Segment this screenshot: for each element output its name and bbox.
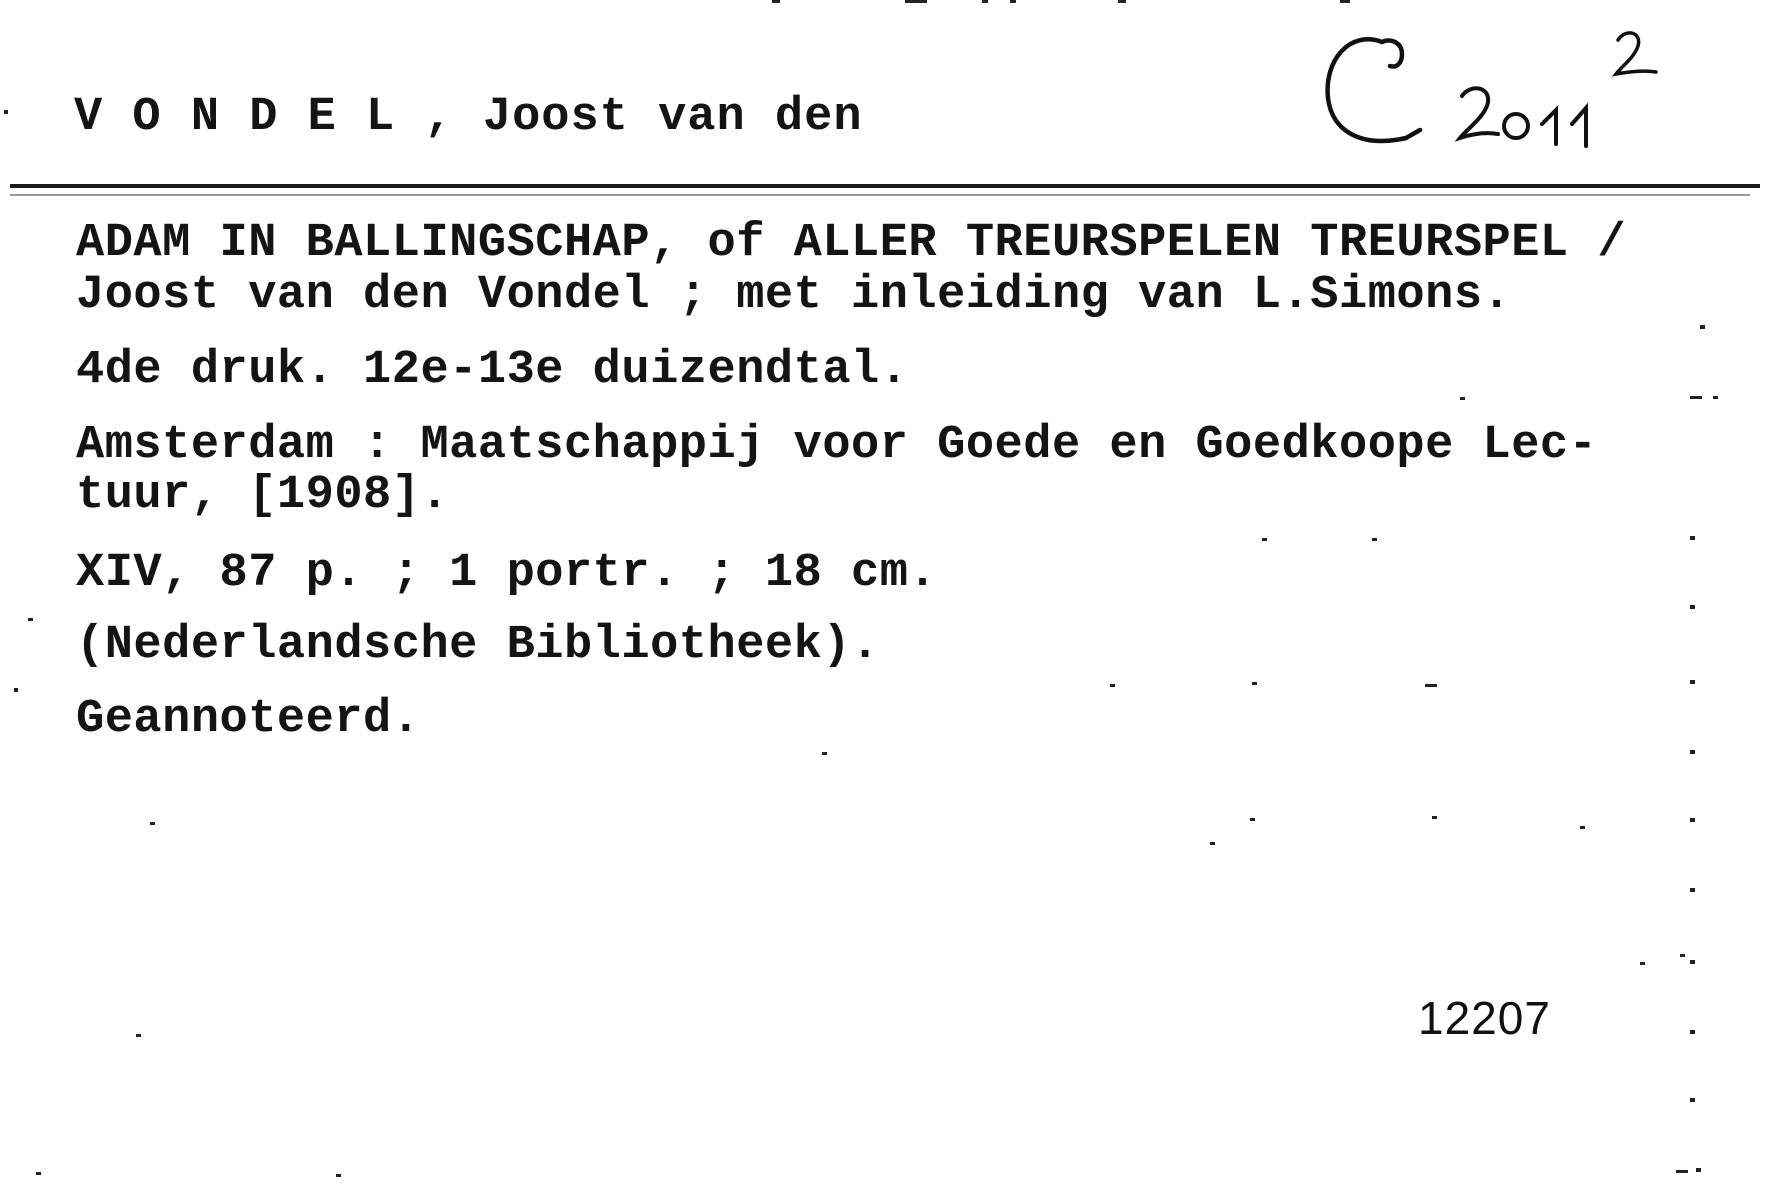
- accession-number: 12207: [1418, 992, 1551, 1044]
- title-line-1: ADAM IN BALLINGSCHAP, of ALLER TREURSPELEN TREURSPEL /: [76, 217, 1627, 270]
- title-line-2: Joost van den Vondel ; met inleiding van L.Simons.: [76, 269, 1512, 322]
- heading-rule-shadow: [10, 194, 1750, 196]
- series-statement: (Nederlandsche Bibliotheek).: [76, 619, 880, 672]
- author-heading: V O N D E L , Joost van den: [74, 91, 863, 144]
- collation: XIV, 87 p. ; 1 portr. ; 18 cm.: [76, 547, 938, 600]
- note: Geannoteerd.: [76, 693, 421, 746]
- heading-rule: [10, 184, 1760, 188]
- edition-statement: 4de druk. 12e-13e duizendtal.: [76, 344, 909, 397]
- handwritten-call-number: [1310, 20, 1690, 170]
- imprint-line-2: tuur, [1908].: [76, 469, 450, 522]
- imprint-line-1: Amsterdam : Maatschappij voor Goede en Goedkoope Lec-: [76, 419, 1598, 472]
